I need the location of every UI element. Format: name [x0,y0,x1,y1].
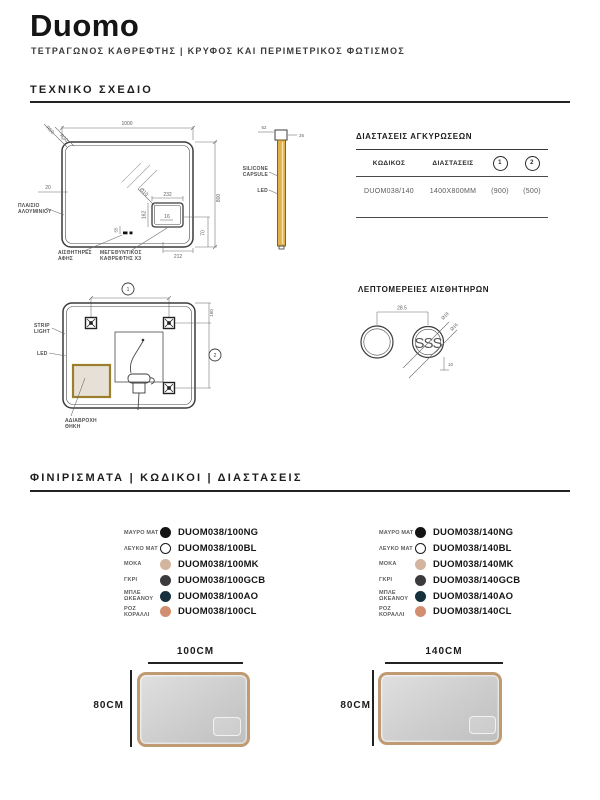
sensor-detail-title: ΛΕΠΤΟΜΕΡΕΙΕΣ ΑΙΣΘΗΤΗΡΩΝ [358,285,490,294]
finish-code: DUOM038/100MK [178,558,259,570]
diameter-inner-value: Ø16 [449,322,459,332]
front-width-dimension [60,121,195,140]
finish-row [379,572,589,588]
sensor-glyphs: SSS [414,335,442,352]
junction-box [115,332,163,410]
strip-light-label [34,323,65,335]
col-header-dims: ΔΙΑΣΤΑΣΕΙΣ [432,159,474,167]
mag-width-value: 232 [163,192,172,198]
col-header-anchor2: 2 [525,156,540,171]
marker-2: 2 [213,353,217,359]
finish-row [379,588,589,604]
table-rule [356,217,548,218]
mag-inner-value: 16 [164,214,170,220]
side-view [243,125,305,249]
front-corner-callouts [44,124,74,147]
finish-label: ΜΟΚΑ [379,561,397,568]
color-swatch [160,543,171,554]
finish-code: DUOM038/140NG [433,527,514,539]
color-swatch [160,591,171,602]
size-height-label: 80CM [340,700,371,711]
finish-code: DUOM038/140GCB [433,574,521,586]
svg-text:ΑΛΟΥΜΙΝΙΟΥ: ΑΛΟΥΜΙΝΙΟΥ [18,209,52,215]
magnifier-render [469,716,496,734]
offset-top-value: 160 [209,309,214,317]
marker-1: 1 [126,287,130,293]
magnifier-render [213,717,241,736]
finish-row [379,525,589,541]
diameter-outer-value: Ø18 [440,311,450,321]
waterproof-case-label: ΑΔΙΑΒΡΟΧΗ [65,418,97,424]
magnifier-dimensions [138,187,210,260]
dimension-line [372,670,374,746]
color-swatch [415,575,426,586]
svg-text:LED: LED [37,351,48,357]
finish-label: ΜΠΛΕ ΩΚΕΑΝΟΥ [124,589,154,603]
cell-anchor2: (500) [523,187,541,195]
led-strip-profile [278,140,286,246]
size-height-label: 80CM [93,700,124,711]
col-header-code: ΚΩΔΙΚΟΣ [372,159,406,167]
finish-label: ΜΠΛΕ ΩΚΕΑΝΟΥ [379,589,409,603]
page-subtitle: ΤΕΤΡΑΓΩΝΟΣ ΚΑΘΡΕΦΤΗΣ | ΚΡΥΦΟΣ ΚΑΙ ΠΕΡΙΜΕΤΡΙΚΟΣ ΦΩΤΙΣΜΟΣ [31,46,406,56]
finish-label: ΡΟΖ ΚΟΡΑΛΛΙ [124,605,150,618]
silicone-capsule-label: SILICONE [242,166,268,172]
finish-label: ΓΚΡΙ [124,577,138,584]
finish-row [379,541,589,557]
bracket-top-left [86,318,97,329]
bracket-bottom-right [164,383,175,394]
finish-label: ΜΑΥΡΟ ΜΑΤ [379,529,414,536]
svg-text:ΑΙΣΘΗΤΗΡΕΣ: ΑΙΣΘΗΤΗΡΕΣ [58,250,92,256]
section-title-finishes: ΦΙΝΙΡΙΣΜΑΤΑ | ΚΩΔΙΚΟΙ | ΔΙΑΣΤΑΣΕΙΣ [30,472,303,484]
finish-label: ΛΕΥΚΟ ΜΑΤ [124,545,158,552]
svg-text:LIGHT: LIGHT [34,329,50,335]
finish-code: DUOM038/140AO [433,590,514,602]
dimension-line [385,662,503,664]
finish-label: ΜΑΥΡΟ ΜΑΤ [124,529,159,536]
front-height-dimension [195,140,222,249]
finish-row [124,572,334,588]
sensor-offset-value: 55 [113,227,119,233]
touch-sensor-dots [114,226,133,234]
svg-text:ΑΦΗΣ: ΑΦΗΣ [58,256,73,262]
finish-code: DUOM038/100BL [178,543,257,555]
back-right-dimensions [175,303,221,388]
finish-code: DUOM038/140CL [433,606,512,618]
finishes-column-100 [124,525,334,620]
anchoring-table [356,132,548,218]
finish-label: ΓΚΡΙ [379,577,393,584]
color-swatch [160,527,171,538]
color-swatch [160,575,171,586]
color-swatch [415,559,426,570]
front-and-side-view-drawing [10,112,305,267]
finish-row [124,557,334,573]
finish-row [124,588,334,604]
mag-offset-v-value: 70 [200,230,207,236]
dimension-line [130,670,132,747]
finish-code: DUOM038/100CL [178,606,257,618]
corner-outer-value: R50 [44,124,56,136]
finish-row [379,557,589,573]
svg-text:ΠΛΑΙΣΙΟ: ΠΛΑΙΣΙΟ [18,203,40,209]
front-width-value: 1000 [121,121,133,127]
frame-width-value: 20 [45,185,51,191]
sensor-circle-right [413,327,444,358]
page-title: Duomo [30,8,140,43]
finish-label: ΛΕΥΚΟ ΜΑΤ [379,545,413,552]
section-title-technical: ΤΕΧΝΙΚΟ ΣΧΕΔΙΟ [30,84,154,96]
color-swatch [415,527,426,538]
color-swatch [415,543,426,554]
finish-label: ΜΟΚΑ [124,561,142,568]
aluminium-frame-label [18,203,64,215]
anchoring-table-title: ΔΙΑΣΤΑΣΕΙΣ ΑΓΚΥΡΩΣΕΩΝ [356,132,473,141]
color-swatch [415,591,426,602]
mag-height-value: 162 [141,210,148,220]
finish-row [379,604,589,620]
front-height-value: 800 [216,193,222,203]
size-width-label: 100CM [176,646,215,657]
color-swatch [415,606,426,617]
corner-inner-value: R30 [58,132,70,144]
color-swatch [160,559,171,570]
color-swatch [160,606,171,617]
back-led-label [37,351,66,357]
cell-anchor1: (900) [491,187,509,195]
magnifier-label [100,228,167,262]
finish-code: DUOM038/100NG [178,527,259,539]
cap-width-value: 52 [261,125,267,130]
col-header-anchor1: 1 [493,156,508,171]
waterproof-case [65,365,110,430]
svg-text:ΜΕΓΕΘΥΝΤΙΚΟΣ: ΜΕΓΕΘΥΝΤΙΚΟΣ [100,250,142,256]
back-view-drawing [25,278,235,433]
svg-text:STRIP: STRIP [34,323,50,329]
svg-text:ΚΑΘΡΕΦΤΗΣ X3: ΚΑΘΡΕΦΤΗΣ X3 [100,256,142,262]
back-top-dimension [89,283,171,318]
size-width-label: 140CM [425,646,463,657]
dimension-line [148,662,243,664]
bracket-top-right [164,318,175,329]
front-mirror-outline [62,142,193,247]
table-header-row [356,150,548,176]
cell-dims: 1400X800MM [429,187,477,195]
mag-corner-value: Ø10 [138,186,150,198]
cell-code: DUOM038/140 [364,187,414,195]
sensor-spacing-dimension [377,306,428,326]
sensor-spacing-value: 28.5 [397,305,407,312]
finishes-column-140 [379,525,589,620]
finish-code: DUOM038/100GCB [178,574,266,586]
cap-depth-value: 26 [299,133,305,138]
sensor-offset-value: 10 [448,362,454,367]
svg-text:ΘΗΚΗ: ΘΗΚΗ [65,424,81,430]
side-led-label: LED [257,188,268,194]
front-frame-dimension [38,185,68,192]
finish-code: DUOM038/140BL [433,543,512,555]
sensor-circle-left [361,326,393,358]
table-data-row [356,177,548,205]
finish-label: ΡΟΖ ΚΟΡΑΛΛΙ [379,605,405,618]
finish-row [124,541,334,557]
finish-row [124,604,334,620]
finish-row [124,525,334,541]
section-rule [30,490,570,492]
finish-code: DUOM038/100AO [178,590,259,602]
sensor-detail-drawing [345,300,530,385]
svg-text:CAPSULE: CAPSULE [242,172,268,178]
section-rule [30,101,570,103]
mag-offset-h-value: 212 [173,254,183,260]
finish-code: DUOM038/140MK [433,558,514,570]
mirror-render-140 [378,672,502,745]
